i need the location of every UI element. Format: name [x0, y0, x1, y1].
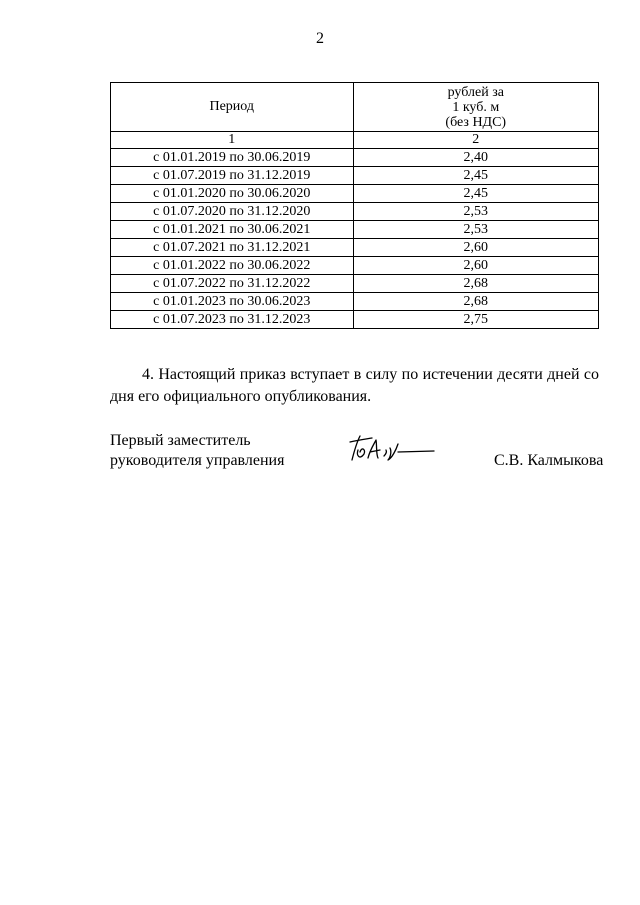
- price-header-line: (без НДС): [445, 115, 507, 130]
- signer-title-line: Первый заместитель: [110, 432, 251, 449]
- period-column-header: Период: [111, 83, 354, 132]
- period-cell: с 01.07.2020 по 31.12.2020: [111, 203, 354, 221]
- price-cell: 2,68: [353, 293, 598, 311]
- effective-date-clause: 4. Настоящий приказ вступает в силу по истечении десяти дней со дня его официального опубликования.: [110, 366, 599, 405]
- handwritten-signature: [340, 430, 440, 470]
- price-cell: 2,53: [353, 203, 598, 221]
- period-cell: с 01.01.2020 по 30.06.2020: [111, 185, 354, 203]
- column-number: 2: [353, 132, 598, 149]
- signer-title: [110, 431, 284, 471]
- period-cell: с 01.07.2021 по 31.12.2021: [111, 239, 354, 257]
- price-cell: 2,45: [353, 167, 598, 185]
- table-row: [111, 275, 599, 293]
- price-cell: 2,53: [353, 221, 598, 239]
- signer-title-line: руководителя управления: [110, 452, 285, 469]
- price-cell: 2,45: [353, 185, 598, 203]
- price-cell: 2,60: [353, 257, 598, 275]
- column-number: 1: [111, 132, 354, 149]
- table-row: [111, 149, 599, 167]
- column-number-row: [111, 132, 599, 149]
- tariff-table: [110, 82, 599, 329]
- period-cell: с 01.07.2019 по 31.12.2019: [111, 167, 354, 185]
- period-cell: с 01.01.2019 по 30.06.2019: [111, 149, 354, 167]
- signer-name: С.В. Калмыкова: [494, 452, 604, 469]
- period-cell: с 01.01.2023 по 30.06.2023: [111, 293, 354, 311]
- period-cell: с 01.01.2022 по 30.06.2022: [111, 257, 354, 275]
- price-cell: 2,75: [353, 311, 598, 329]
- table-row: [111, 239, 599, 257]
- table-row: [111, 221, 599, 239]
- price-cell: 2,68: [353, 275, 598, 293]
- table-header-row: [111, 83, 599, 132]
- price-column-header: [353, 83, 598, 132]
- table-row: [111, 167, 599, 185]
- price-header-line: рублей за: [447, 85, 504, 100]
- price-header-line: 1 куб. м: [452, 100, 500, 115]
- table-row: [111, 203, 599, 221]
- table-row: [111, 185, 599, 203]
- period-cell: с 01.01.2021 по 30.06.2021: [111, 221, 354, 239]
- period-cell: с 01.07.2023 по 31.12.2023: [111, 311, 354, 329]
- table-row: [111, 311, 599, 329]
- table-row: [111, 293, 599, 311]
- table-row: [111, 257, 599, 275]
- price-cell: 2,40: [353, 149, 598, 167]
- page-number: 2: [316, 30, 324, 47]
- price-cell: 2,60: [353, 239, 598, 257]
- period-cell: с 01.07.2022 по 31.12.2022: [111, 275, 354, 293]
